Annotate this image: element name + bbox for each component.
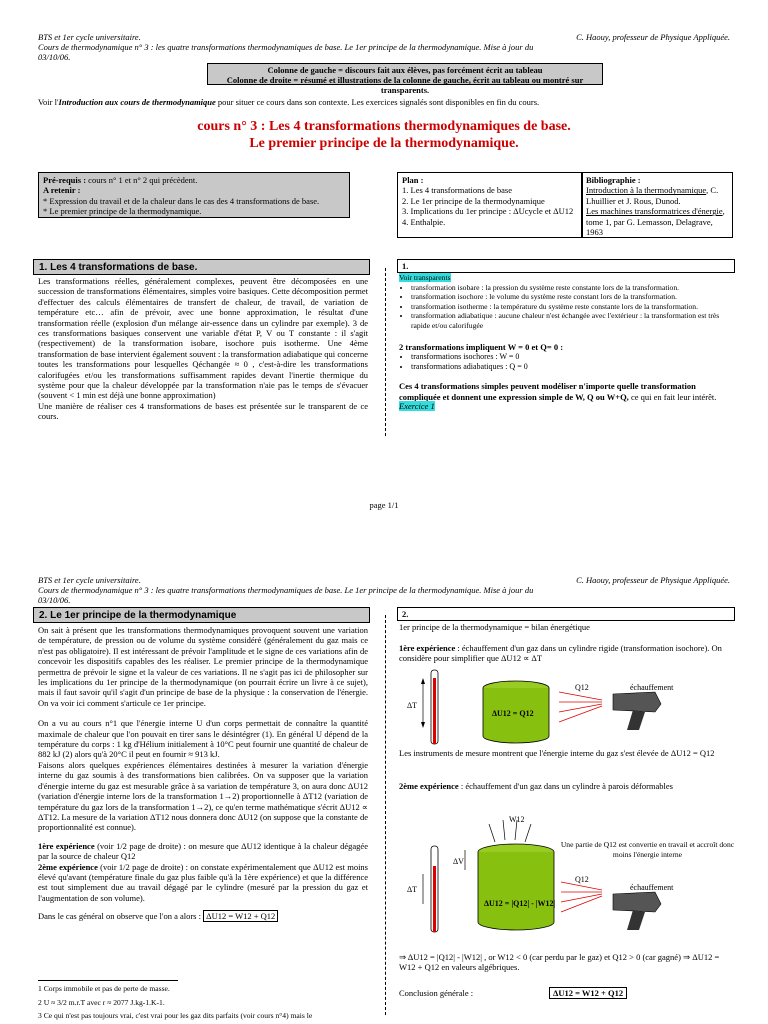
retain-item-2: * Le premier principe de la thermodynamique.	[43, 206, 202, 217]
title-line-1: cours n° 3 : Les 4 transformations thermodynamiques de base.	[197, 119, 571, 134]
plan-item: 4. Enthalpie.	[402, 216, 446, 227]
right-section-1-body	[399, 273, 735, 412]
fig2-note: Une partie de Q12 est convertie en travail et accroît donc moins l'énergie interne	[560, 840, 735, 859]
plan-item: 3. Implications du 1er principe : ΔUcycle et ΔU12	[402, 206, 574, 217]
heat-gun-icon	[613, 892, 661, 930]
list-item: • transformation adiabatique : aucune chaleur n'est échangée avec l'extérieur : la transformation est très rapide et/ou calorifugée	[411, 311, 735, 330]
experience-2	[38, 862, 368, 904]
sub-title: 2 transformations impliquent W = 0 et Q= 0 :	[399, 341, 564, 352]
exp2-label: 2ème expérience	[38, 861, 98, 872]
exp1-label: 1ère expérience	[38, 840, 95, 851]
fig2-q12-label: Q12	[575, 875, 589, 884]
column-divider	[385, 615, 386, 1015]
right-conclusion	[399, 988, 735, 998]
list-item: • transformation isobare : la pression du système reste constante lors de la transformation.	[411, 283, 735, 293]
plan-box	[397, 172, 582, 238]
cylinder-body	[478, 852, 554, 930]
conclusion-label: Conclusion générale :	[399, 988, 474, 998]
prereq-text: cours n° 1 et n° 2 qui précèdent.	[86, 175, 198, 185]
conclusion-rest: ce qui en fait leur intérêt.	[628, 391, 717, 402]
section-1-body	[38, 276, 368, 422]
footnote-1: 1 Corps immobile et pas de perte de masse.	[38, 984, 170, 993]
conclusion-formula: ΔU12 = W12 + Q12	[549, 987, 627, 999]
biblio-text-1: , C. Lhuillier et J. Rous, Dunod.	[586, 185, 719, 206]
section-1-title: 1. Les 4 transformations de base.	[33, 259, 370, 275]
footnote-2: 2 U ≈ 3/2 m.r.T avec r ≈ 2077 J.kg-1.K-1.	[38, 997, 165, 1007]
right-exp2	[399, 781, 735, 791]
title-line-2: Le premier principe de la thermodynamique.	[249, 136, 519, 151]
footnote-3: 3 Ce qui n'est pas toujours vrai, c'est vrai pour les gaz dits parfaits (voir cours n°4) mais le	[38, 1011, 313, 1021]
list-item: • transformation isochore : le volume du système reste constant lors de la transformation.	[411, 292, 735, 302]
right-section-2-title: 2.	[397, 607, 735, 621]
right-section-1-title: 1.	[397, 259, 735, 273]
fig1-heat-label: échauffement	[630, 683, 674, 692]
fig1-dt-label: ΔT	[407, 701, 418, 710]
column-divider	[385, 268, 386, 436]
header-line-2: Cours de thermodynamique n° 3 : les quatre transformations thermodynamiques de base. Le 1er principe de la thermodynamique. Mise à jour du 03/10/06.	[38, 42, 534, 62]
thermometer-fill	[433, 678, 436, 744]
arrow-head	[421, 722, 425, 728]
biblio-link-1[interactable]: Introduction à la thermodynamique	[586, 185, 707, 196]
figure-deformable	[395, 812, 735, 942]
banner-line-2: Colonne de droite = résumé et illustrations de la colonne de gauche, écrit au tableau ou montré sur transparents.	[226, 75, 584, 95]
conclusion	[399, 381, 735, 402]
header-right: C. Haouy, professeur de Physique Appliquée.	[576, 32, 730, 42]
plan-label: Plan :	[402, 175, 424, 185]
r-exp2-label: 2ème expérience	[399, 781, 459, 791]
biblio-link-2[interactable]: Les machines transformatrices d'énergie	[586, 206, 723, 217]
arrow-head	[421, 678, 425, 684]
transformation-list	[399, 283, 735, 331]
biblio-label: Bibliographie :	[586, 175, 641, 185]
right-instruments: Les instruments de mesure montrent que l'énergie interne du gaz s'est élevée de ΔU12 = Q12	[399, 748, 715, 758]
exp1-text: (voir 1/2 page de droite) : on mesure que ΔU12 identique à la chaleur dégagée par la source de chaleur Q12	[38, 840, 368, 862]
plan-item: 1. Les 4 transformations de base	[402, 185, 512, 196]
heat-arrows	[559, 692, 602, 722]
header-line-2: Cours de thermodynamique n° 3 : les quatre transformations thermodynamiques de base. Le 1er principe de la thermodynamique. Mise à jour du 03/10/06.	[38, 585, 534, 605]
header-line-1: BTS et 1er cycle universitaire.	[38, 575, 141, 585]
general-formula: ΔU12 = W12 + Q12	[203, 910, 278, 922]
intro-suffix: pour situer ce cours dans son contexte. Les exercices signalés sont disponibles en fin du cours.	[215, 97, 540, 107]
right-result: ⇒ ΔU12 = |Q12| - |W12| , or W12 < 0 (car perdu par le gaz) et Q12 > 0 (car gagné) ⇒ ΔU12 = W12 + Q12 en valeurs algébriques.	[399, 952, 720, 973]
list-item: • transformations isochores : W = 0	[411, 352, 735, 362]
retain-label: A retenir :	[43, 185, 81, 196]
exercise-link[interactable]: Exercice 1	[399, 401, 435, 412]
column-banner	[207, 63, 603, 95]
header-line-1: BTS et 1er cycle universitaire.	[38, 32, 141, 42]
banner-line-1: Colonne de gauche = discours fait aux élèves, pas forcément écrit au tableau	[267, 65, 543, 75]
r-exp1-label: 1ère expérience	[399, 643, 456, 653]
biblio-text-2: , tome 1, par G. Lemasson, Delagrave, 1963	[586, 206, 725, 238]
list-item: • transformations adiabatiques : Q = 0	[411, 362, 735, 372]
experience-1	[38, 841, 368, 862]
fig2-heat-label: échauffement	[630, 883, 674, 892]
general-text: Dans le cas général on observe que l'on a alors :	[38, 911, 204, 922]
figure-isochore	[395, 668, 735, 750]
footnotes	[38, 984, 368, 1021]
prereq-label: Pré-requis :	[43, 175, 87, 185]
fig1-q12-label: Q12	[575, 683, 589, 692]
r-exp1-text: : échauffement d'un gaz dans un cylindre rigide (transformation isochore). On considère pour simplifier que ΔU12 ∝ ΔT	[399, 643, 722, 664]
section-2-body	[38, 625, 368, 922]
fig2-w12-label: W12	[509, 815, 525, 824]
heat-arrows	[561, 882, 602, 912]
page-number: page 1/1	[369, 500, 399, 510]
sub-list	[399, 352, 735, 371]
fig2-dv-label: ΔV	[453, 857, 464, 866]
intro-prefix: Voir l'	[38, 97, 59, 107]
transparents-link[interactable]: Voir transparents	[399, 273, 451, 282]
thermometer-fill	[433, 866, 436, 932]
general-case	[38, 911, 368, 921]
list-item: • transformation isotherme : la température du système reste constante lors de la transformation.	[411, 302, 735, 312]
right-section-2-intro: 1er principe de la thermodynamique = bilan énergétique	[399, 622, 590, 632]
paragraph: Faisons alors quelques expériences élémentaires destinées à mesurer la variation d'énergie interne du gaz soumis à des transformations bien calibrées. On va supposer que la variation d'énergie interne du gaz est mesurable grâce à sa variation de température 3, on aura donc ΔU12 (variation d'énergie interne lors de la transformation 1→2) proportionnelle à ΔT12 (variation de température du gaz lors de la transformation 1→2), ce qu'en terme mathématique s'écrit ΔU12 ∝ ΔT12. La mesure de la variation ΔT12 nous donnera donc ΔU12 (on suppose que la constante de proportionnalité est connue).	[38, 759, 368, 833]
paragraph: On a vu au cours n°1 que l'énergie interne U d'un corps permettait de connaître la quantité maximale de chaleur que l'on pouvait en tirer sans le désintégrer (1). En général U dépend de la température du corps : 1 kg d'Hélium initialement à 10°C peut fournir une quantité de chaleur de 882 kJ (2) alors qu'à 20°C il peut en fournir ≈ 913 kJ.	[38, 718, 368, 760]
biblio-box	[582, 172, 733, 238]
plan-item: 2. Le 1er principe de la thermodynamique	[402, 195, 545, 206]
footnote-rule	[38, 980, 178, 981]
fig2-eq-label: ΔU12 = |Q12| - |W12|	[484, 899, 556, 908]
fig1-eq-label: ΔU12 = Q12	[492, 709, 534, 718]
exp2-text: (voir 1/2 page de droite) : on constate expérimentalement que ΔU12 est moins élevé qu'avant (température finale du gaz plus faible qu'à la 1ère expérience) et que la différence est tout simplement due au travail dégagé par le cylindre (mesuré par la pression du gaz et l'augmentation de son volume).	[38, 861, 368, 903]
fig2-dt-label: ΔT	[407, 885, 418, 894]
section-2-title: 2. Le 1er principe de la thermodynamique	[33, 607, 370, 623]
paragraph: On sait à présent que les transformations thermodynamiques provoquent souvent une variation de température, de pression ou de volume du système considéré (généralement du gaz mais ce n'est pas obligatoire). Il est intéressant de prévoir l'amplitude et le signe de ces variations afin de concevoir les dispositifs capables des les réaliser. Le premier principe de la thermodynamique permettra de prévoir le signe et la valeur de ces variations. Il ne s'agit pas ici de philosopher sur les implications du 1er principe de la thermodynamique (on pourrait écrire un livre à ce sujet), mais il faut savoir qu'il s'agit d'un principe de base de la physique : la conservation de l'énergie. On va voir ici comment s'articule ce 1er principe.	[38, 625, 368, 708]
heat-gun-icon	[613, 692, 661, 730]
r-exp2-text: : échauffement d'un gaz dans un cylindre à parois déformables	[458, 781, 673, 791]
intro-text	[38, 97, 738, 107]
section-1-paragraph: Les transformations réelles, généralement complexes, peuvent être décomposées en une succession de transformations élémentaires, simples voire basiques. Cette décomposition permet d'effectuer des calculs élémentaires de transfert de chaleur, de travail, de variation de température etc… afin de prévoir, avec une bonne approximation, le résultat d'une transformation réelle (explosion d'un mélange air-essence dans un cylindre par exemple). 3 de ces transformations basiques conservent une variable d'état P, V ou T constante : il s'agit (respectivement) de la transformation isobare, isochore puis isotherme. Une 4ème transformation de base intervient également souvent : la transformation adiabatique qui concerne toutes les transformations pour lesquelles Qéchangée ≈ 0 , c'est-à-dire les transformations calorifugées et/ou les transformations suffisamment rapides devant l'inertie thermique du système pour que la chaleur développée par la transformation n'aie pas le temps de s'évacuer (souvent < 1 min est déjà une bonne approximation)	[38, 276, 368, 401]
right-exp1	[399, 643, 735, 664]
header-right: C. Haouy, professeur de Physique Appliquée.	[576, 575, 730, 585]
section-1-paragraph-2: Une manière de réaliser ces 4 transformations de bases est présentée sur le transparent de ce cours.	[38, 400, 368, 422]
prereq-box	[38, 172, 350, 218]
page-title	[0, 118, 768, 152]
header-left	[38, 32, 558, 62]
retain-item-1: * Expression du travail et de la chaleur dans le cas des 4 transformations de base.	[43, 195, 320, 206]
intro-link[interactable]: Introduction aux cours de thermodynamique	[58, 97, 216, 107]
header-left	[38, 575, 558, 605]
conclusion-bold: Ces 4 transformations simples peuvent modéliser n'importe quelle transformation compliquée et donnent une expression simple de W, Q ou W+Q,	[399, 381, 696, 402]
